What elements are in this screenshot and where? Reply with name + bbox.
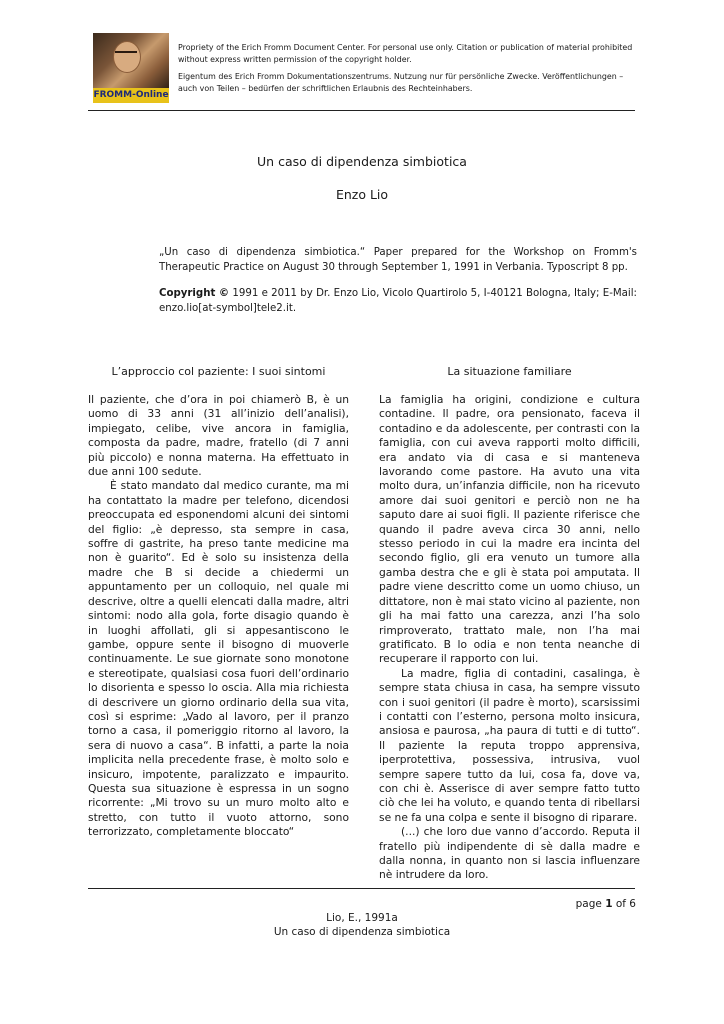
footer-divider — [88, 888, 635, 889]
left-column — [88, 393, 349, 840]
page-total: of 6 — [612, 898, 636, 910]
footer-reference: Lio, E., 1991a — [326, 912, 398, 924]
right-paragraph-2: La madre, figlia di contadini, casalinga, è sempre stata chiusa in casa, ha sempre vissuto con i suoi genitori (il padre è morto), scarsissimi i contatti con l’esterno, persona molto insicura, ansiosa e paurosa, „ha paura di tutti e di tutto“. Il paziente la reputa troppo apprensiva, iperprotettiva, possessiva, intrusiva, vuol sempre sapere tutto da lui, cosa fa, dove va, con chi è. Asserisce di aver sempre fatto tutto ciò che lei ha voluto, e quando tenta di ribellarsi se ne fa una colpa e sente il bisogno di riparare. — [379, 666, 640, 824]
right-paragraph-1: La famiglia ha origini, condizione e cultura contadine. Il padre, ora pensionato, faceva il contadino e da adolescente, per contrasti con la famiglia, con cui aveva rapporti molto difficili, era andato via di casa e si manteneva lavorando come pastore. Ha avuto una vita molto dura, un’infanzia difficile, non ha ricevuto amore dai suoi genitori e perciò non ne ha saputo dare ai suoi figli. Il paziente riferisce che quando il padre aveva circa 30 anni, nello stesso periodo in cui la madre era incinta del secondo figlio, gli era venuto un tumore alla gamba destra che e gli è stata poi amputata. Il padre viene descritto come un uomo chiuso, un dittatore, non è mai stato vicino al paziente, non gli ha mai fatto una carezza, anzi l’ha solo rimproverato, trattato male, non l’ha mai gratificato. B lo odia e non tenta neanche di recuperare il rapporto con lui. — [379, 393, 640, 666]
page-current: 1 — [605, 898, 613, 910]
page-label: page — [575, 898, 606, 910]
copyright-label: Copyright © — [159, 288, 230, 299]
copyright-line — [159, 286, 637, 316]
left-paragraph-1: Il paziente, che d’ora in poi chiamerò B, è un uomo di 33 anni (31 all’inizio dell’analisi), impiegato, celibe, vive ancora in famiglia, composta da padre, madre, fratello (di 7 anni più piccolo) e nonna materna. Ha effettuato in due anni 100 sedute. — [88, 393, 349, 479]
notice-english: Propriety of the Erich Fromm Document Center. For personal use only. Citation or publication of material prohibited without express written permission of the copyright holder. — [178, 43, 633, 64]
right-section-heading: La situazione familiare — [447, 365, 572, 378]
fromm-online-logo — [93, 33, 169, 103]
header-divider — [88, 110, 635, 111]
logo-label: FROMM-Online — [93, 88, 169, 103]
citation: „Un caso di dipendenza simbiotica.“ Paper prepared for the Workshop on Fromm's Therapeutic Practice on August 30 through September 1, 1991 in Verbania. Typoscript 8 pp. — [159, 247, 637, 274]
copyright-notice — [178, 42, 633, 100]
page-number — [560, 898, 636, 910]
right-column — [379, 393, 640, 883]
right-paragraph-3: (...) che loro due vanno d’accordo. Reputa il fratello più indipendente di sè dalla madre e dalla nonna, in quanto non si lascia influenzare nè intrudere da loro. — [379, 825, 640, 882]
document-author: Enzo Lio — [335, 187, 389, 202]
document-header — [93, 33, 635, 111]
copyright-text: 1991 e 2011 by Dr. Enzo Lio, Vicolo Quartirolo 5, I-40121 Bologna, Italy; E-Mail: enzo.lio[at-symbol]tele2.it. — [159, 288, 637, 315]
footer-title: Un caso di dipendenza simbiotica — [273, 926, 451, 938]
left-paragraph-2: È stato mandato dal medico curante, ma mi ha contattato la madre per telefono, dicendosi preoccupata ed esponendomi alcuni dei sintomi del figlio: „è depresso, sta sempre in casa, soffre di gastrite, ha preso tante medicine ma non è guarito“. Ed è solo su insistenza della madre che B si decide a chiedermi un appuntamento per un colloquio, nel quale mi descrive, oltre a quelli elencati dalla madre, altri sintomi: nodo alla gola, forte disagio quando è in luoghi affollati, gli si appesantiscono le gambe, oppure sente il bisogno di muoverle continuamente. Le sue giornate sono monotone e stereotipate, qualsiasi cosa fuori dell’ordinario lo disorienta e spesso lo oscia. Alla mia richiesta di descrivere un giorno ordinario della sua vita, così si esprime: „Vado al lavoro, per il pranzo torno a casa, il pomeriggio ritorno al lavoro, la sera di nuovo a casa“. B infatti, a parte la noia implicita nella precedente frase, è molto solo e insicuro, impotente, paralizzato e impaurito. Questa sua situazione è espressa in un sogno ricorrente: „Mi trovo su un muro molto alto e stretto, con tutto il vuoto attorno, sono terrorizzato, completamente bloccato“ — [88, 479, 349, 839]
document-title: Un caso di dipendenza simbiotica — [257, 154, 467, 169]
notice-german: Eigentum des Erich Fromm Dokumentationszentrums. Nutzung nur für persönliche Zwecke. Veröffentlichungen – auch von Teilen – bedürfen der schriftlichen Erlaubnis des Rechteinhabers. — [178, 72, 624, 93]
portrait-glasses — [115, 51, 137, 58]
left-section-heading: L’approccio col paziente: I suoi sintomi — [111, 365, 326, 378]
